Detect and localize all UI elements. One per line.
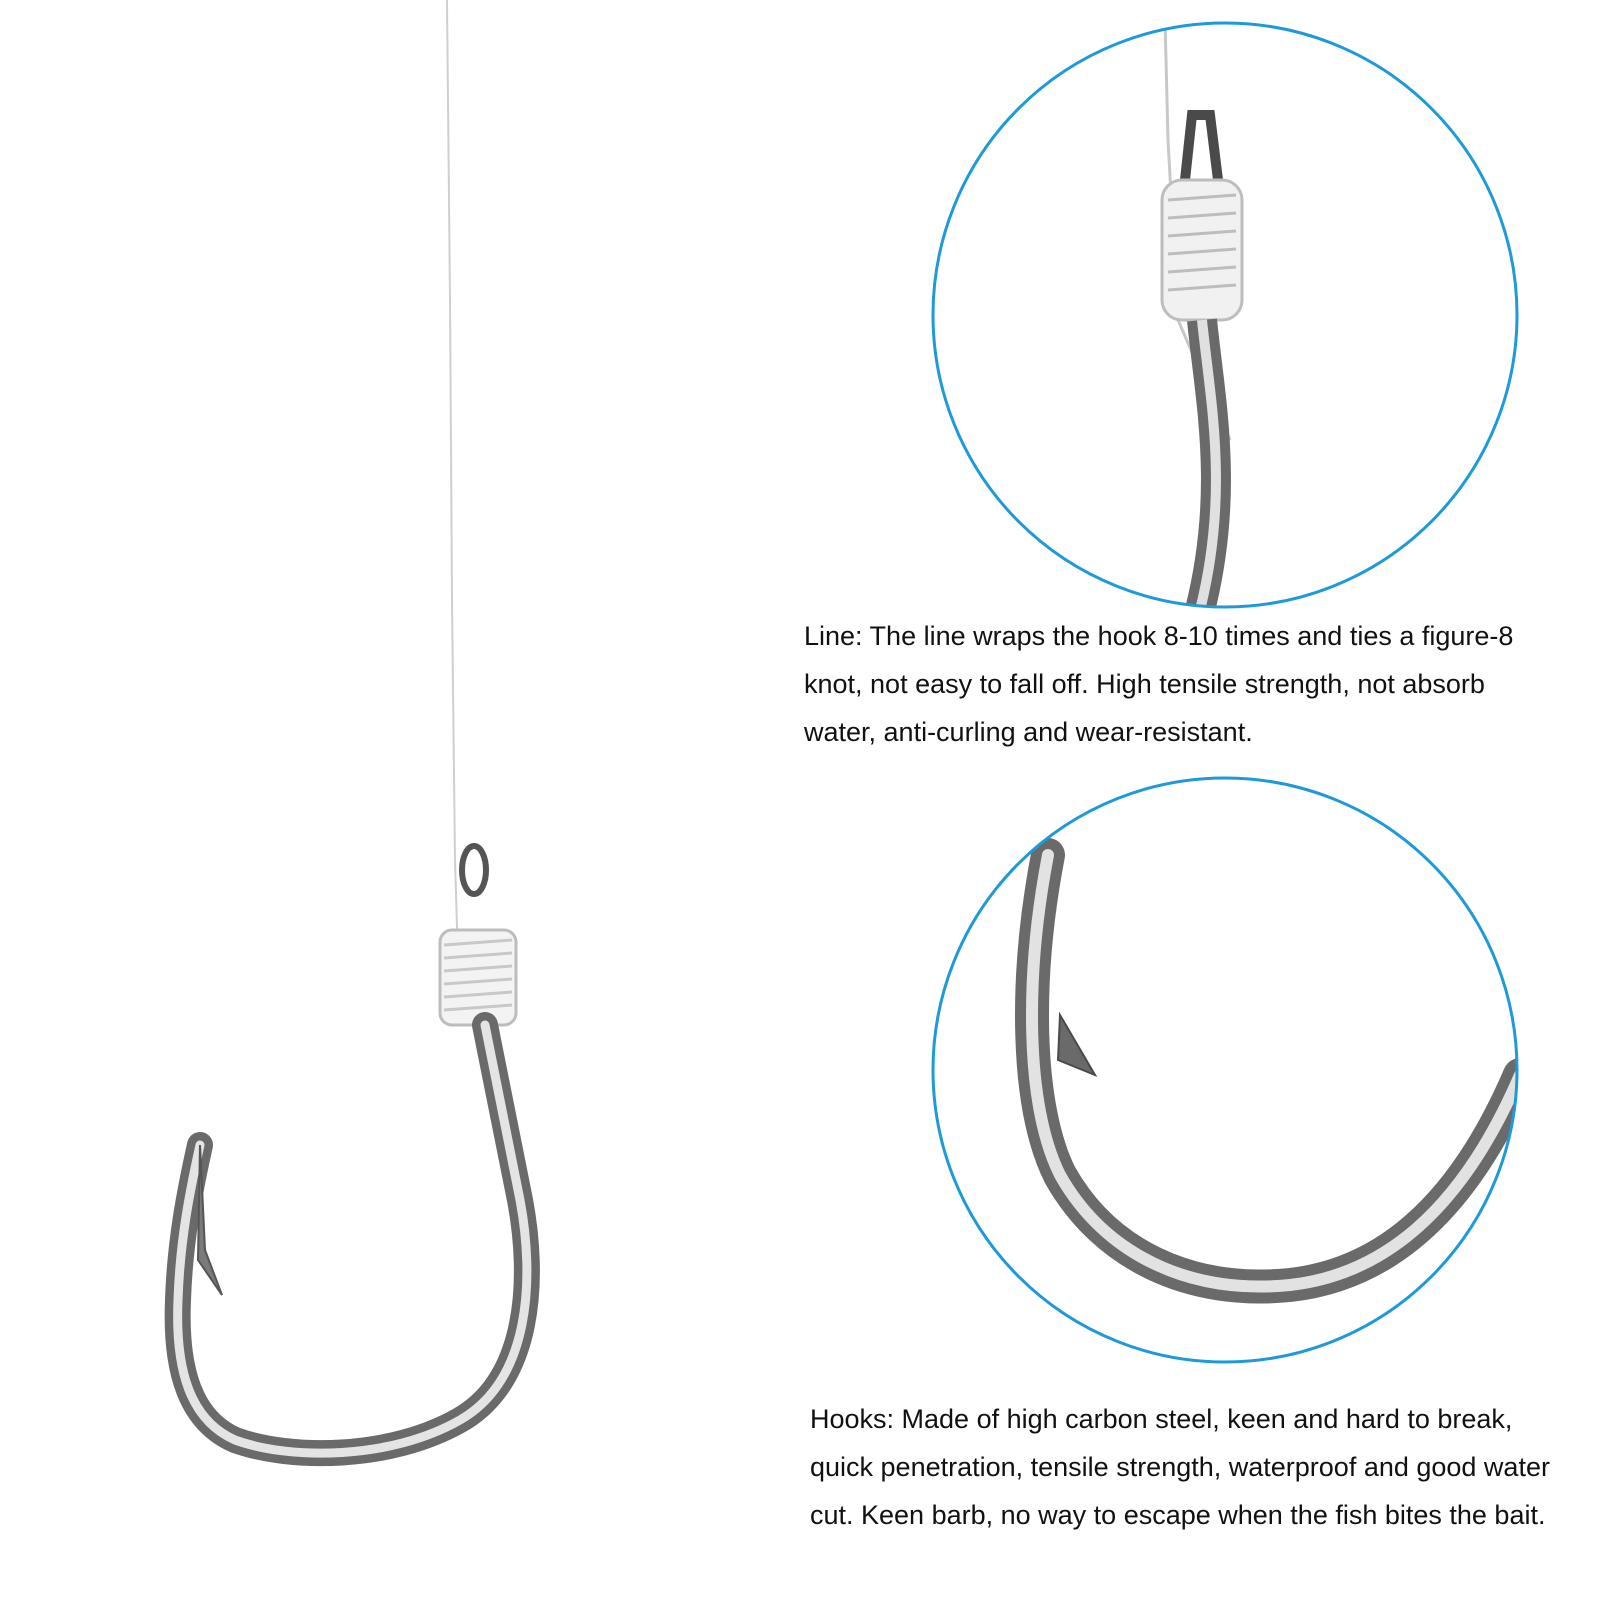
fishing-line <box>447 0 458 960</box>
fishing-hook-with-line-image <box>0 0 760 1600</box>
knot-wraps <box>440 930 516 1025</box>
hook-body <box>178 1025 527 1453</box>
closeup-knot <box>1162 180 1242 320</box>
line-feature-caption: Line: The line wraps the hook 8-10 times and ties a figure-8 knot, not easy to fall off. High tensile strength, not absorb water, anti-curling and wear-resistant. <box>804 621 1514 747</box>
hook-barb <box>198 1145 222 1295</box>
hook-eye <box>462 846 486 894</box>
knot-closeup-icon <box>930 20 1520 610</box>
barb-closeup-icon <box>930 775 1520 1365</box>
hook-body-highlight <box>178 1025 527 1453</box>
hooks-feature-caption: Hooks: Made of high carbon steel, keen and hard to break, quick penetration, tensile strength, waterproof and good water cut. Keen barb, no way to escape when the fish bites the bait. <box>810 1404 1550 1530</box>
